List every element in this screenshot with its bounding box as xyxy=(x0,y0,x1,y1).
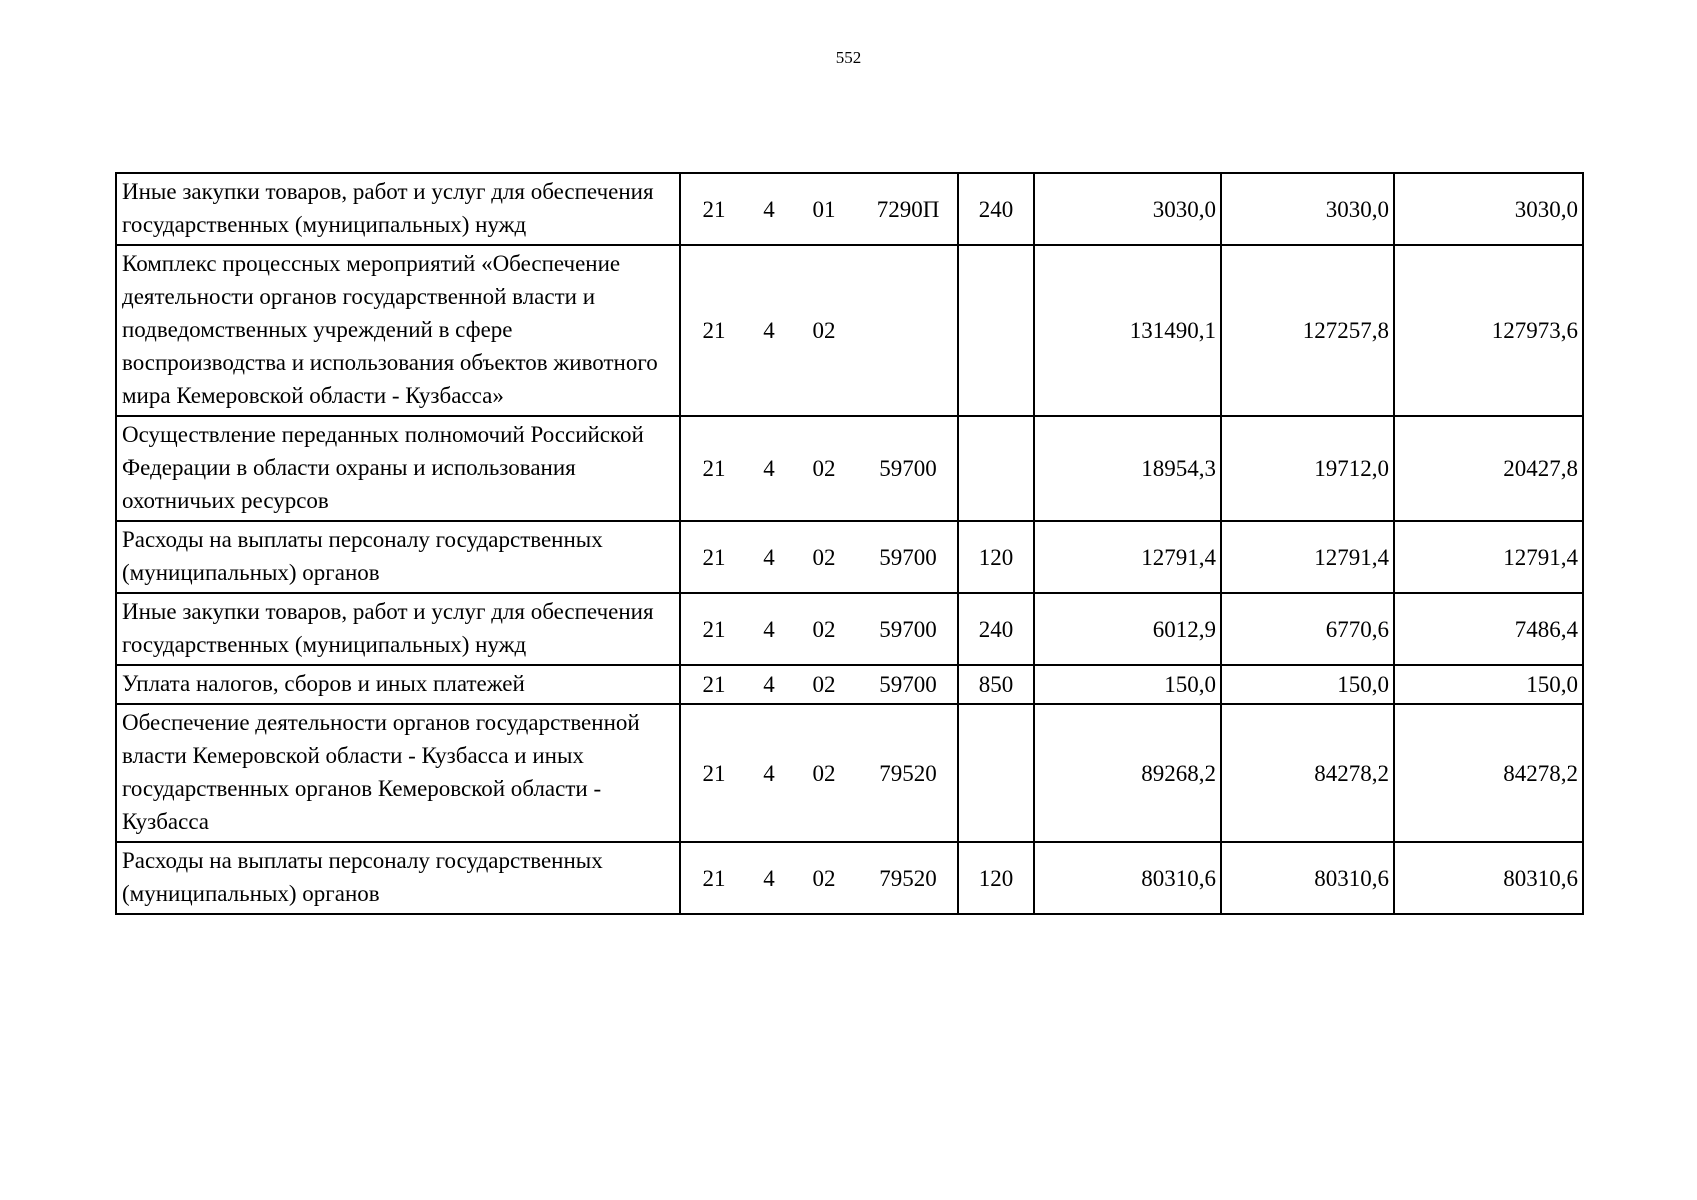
row-name: Иные закупки товаров, работ и услуг для обеспечения государственных (муниципальных) нужд xyxy=(116,173,680,245)
code-group xyxy=(681,417,957,520)
row-name: Расходы на выплаты персоналу государственных (муниципальных) органов xyxy=(116,842,680,914)
program-code: 21 xyxy=(702,617,726,642)
amount-year-1: 150,0 xyxy=(1034,665,1221,704)
activity-code: 01 xyxy=(812,197,836,222)
code-group xyxy=(681,594,957,664)
amount-year-3: 7486,4 xyxy=(1394,593,1583,665)
code-cell xyxy=(680,665,958,704)
expense-type-code xyxy=(958,704,1034,842)
table-row xyxy=(116,173,1583,245)
table-row xyxy=(116,245,1583,416)
subprogram-code: 4 xyxy=(763,545,775,570)
direction-code: 7290П xyxy=(876,197,940,222)
table-row xyxy=(116,521,1583,593)
program-code: 21 xyxy=(702,197,726,222)
code-group xyxy=(681,522,957,592)
activity-code: 02 xyxy=(812,456,836,481)
code-group xyxy=(681,174,957,244)
activity-code: 02 xyxy=(812,672,836,697)
direction-code: 59700 xyxy=(879,456,937,481)
amount-year-3: 84278,2 xyxy=(1394,704,1583,842)
code-cell xyxy=(680,704,958,842)
program-code: 21 xyxy=(702,672,726,697)
code-cell xyxy=(680,416,958,521)
direction-code: 79520 xyxy=(879,761,937,786)
code-cell xyxy=(680,173,958,245)
direction-code: 59700 xyxy=(879,617,937,642)
amount-year-1: 80310,6 xyxy=(1034,842,1221,914)
code-group xyxy=(681,843,957,913)
expense-type-code: 850 xyxy=(958,665,1034,704)
code-cell xyxy=(680,842,958,914)
subprogram-code: 4 xyxy=(763,866,775,891)
table-row xyxy=(116,842,1583,914)
subprogram-code: 4 xyxy=(763,197,775,222)
amount-year-1: 131490,1 xyxy=(1034,245,1221,416)
amount-year-3: 150,0 xyxy=(1394,665,1583,704)
program-code: 21 xyxy=(702,318,726,343)
table-row xyxy=(116,416,1583,521)
row-name: Осуществление переданных полномочий Российской Федерации в области охраны и использования охотничьих ресурсов xyxy=(116,416,680,521)
table-row xyxy=(116,704,1583,842)
expense-type-code xyxy=(958,416,1034,521)
code-group xyxy=(681,246,957,415)
table-row xyxy=(116,593,1583,665)
activity-code: 02 xyxy=(812,866,836,891)
expense-type-code: 240 xyxy=(958,173,1034,245)
row-name: Иные закупки товаров, работ и услуг для обеспечения государственных (муниципальных) нужд xyxy=(116,593,680,665)
code-cell xyxy=(680,521,958,593)
code-cell xyxy=(680,245,958,416)
amount-year-1: 12791,4 xyxy=(1034,521,1221,593)
table-row xyxy=(116,665,1583,704)
amount-year-3: 3030,0 xyxy=(1394,173,1583,245)
amount-year-2: 80310,6 xyxy=(1221,842,1394,914)
amount-year-2: 84278,2 xyxy=(1221,704,1394,842)
row-name: Уплата налогов, сборов и иных платежей xyxy=(116,665,680,704)
code-group xyxy=(681,705,957,841)
amount-year-2: 12791,4 xyxy=(1221,521,1394,593)
activity-code: 02 xyxy=(812,318,836,343)
amount-year-1: 89268,2 xyxy=(1034,704,1221,842)
activity-code: 02 xyxy=(812,761,836,786)
amount-year-2: 3030,0 xyxy=(1221,173,1394,245)
program-code: 21 xyxy=(702,545,726,570)
row-name: Обеспечение деятельности органов государственной власти Кемеровской области - Кузбасса и иных государственных органов Кемеровской области - Кузбасса xyxy=(116,704,680,842)
expense-type-code: 120 xyxy=(958,521,1034,593)
program-code: 21 xyxy=(702,866,726,891)
code-group xyxy=(681,666,957,703)
activity-code: 02 xyxy=(812,617,836,642)
page-number: 552 xyxy=(835,48,862,67)
row-name: Расходы на выплаты персоналу государственных (муниципальных) органов xyxy=(116,521,680,593)
amount-year-2: 150,0 xyxy=(1221,665,1394,704)
budget-table xyxy=(115,172,1584,915)
subprogram-code: 4 xyxy=(763,617,775,642)
subprogram-code: 4 xyxy=(763,761,775,786)
expense-type-code: 240 xyxy=(958,593,1034,665)
direction-code: 79520 xyxy=(879,866,937,891)
amount-year-1: 3030,0 xyxy=(1034,173,1221,245)
direction-code: 59700 xyxy=(879,545,937,570)
expense-type-code xyxy=(958,245,1034,416)
amount-year-2: 127257,8 xyxy=(1221,245,1394,416)
amount-year-1: 6012,9 xyxy=(1034,593,1221,665)
expense-type-code: 120 xyxy=(958,842,1034,914)
budget-table-body xyxy=(116,173,1583,914)
program-code: 21 xyxy=(702,761,726,786)
subprogram-code: 4 xyxy=(763,318,775,343)
amount-year-1: 18954,3 xyxy=(1034,416,1221,521)
amount-year-3: 20427,8 xyxy=(1394,416,1583,521)
subprogram-code: 4 xyxy=(763,456,775,481)
code-cell xyxy=(680,593,958,665)
direction-code: 59700 xyxy=(879,672,937,697)
amount-year-3: 80310,6 xyxy=(1394,842,1583,914)
row-name: Комплекс процессных мероприятий «Обеспечение деятельности органов государственной власти и подведомственных учреждений в сфере воспроизводства и использования объектов животного мира Кемеровской области - Кузбасса» xyxy=(116,245,680,416)
amount-year-3: 127973,6 xyxy=(1394,245,1583,416)
subprogram-code: 4 xyxy=(763,672,775,697)
amount-year-2: 19712,0 xyxy=(1221,416,1394,521)
program-code: 21 xyxy=(702,456,726,481)
amount-year-3: 12791,4 xyxy=(1394,521,1583,593)
activity-code: 02 xyxy=(812,545,836,570)
amount-year-2: 6770,6 xyxy=(1221,593,1394,665)
